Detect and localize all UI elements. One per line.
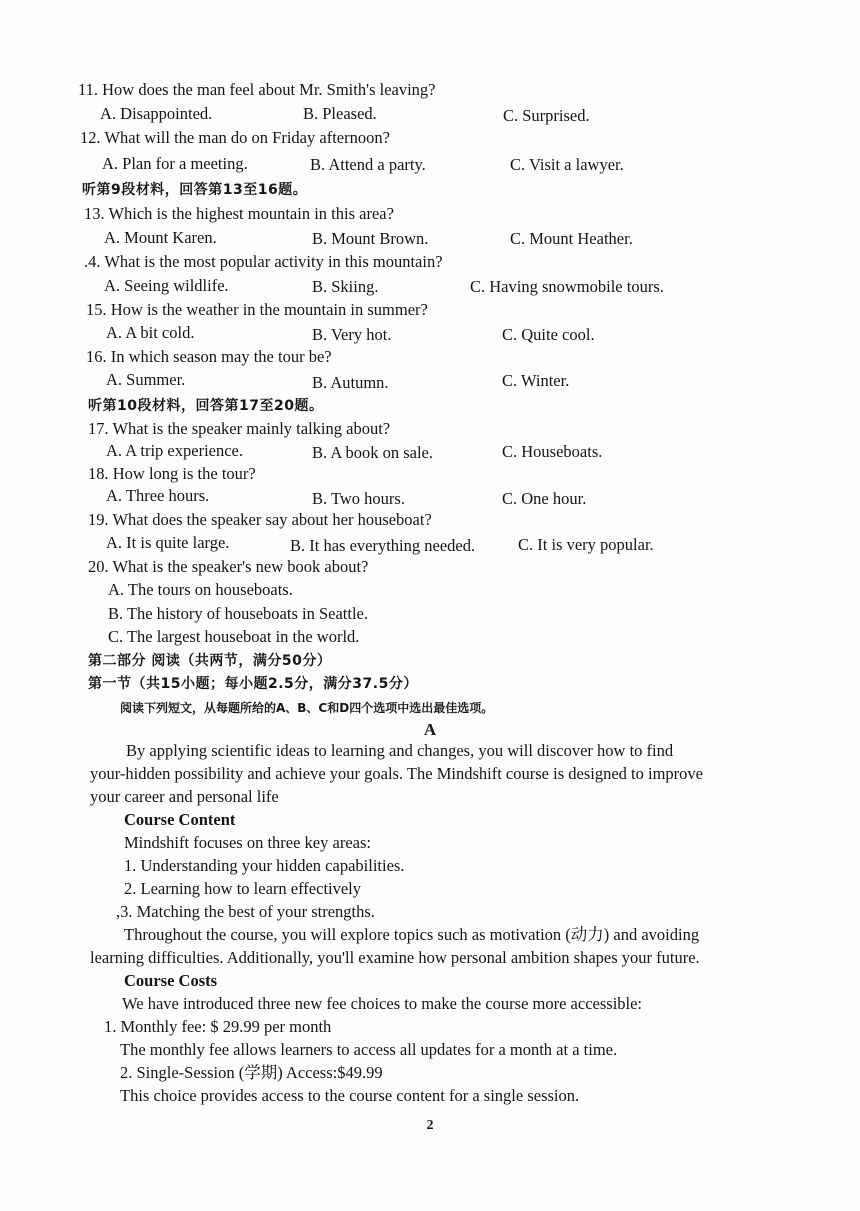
- option-c: C. Winter.: [502, 371, 570, 390]
- key-area-3: ,3. Matching the best of your strengths.: [116, 902, 375, 921]
- throughout-line-2: learning difficulties. Additionally, you'll examine how personal ambition shapes your future.: [90, 948, 700, 967]
- option-b: B. The history of houseboats in Seattle.: [108, 604, 368, 623]
- course-content-lead: Mindshift focuses on three key areas:: [124, 833, 371, 852]
- option-b: B. Autumn.: [312, 373, 389, 392]
- question-14: .4. What is the most popular activity in this mountain?: [84, 252, 443, 271]
- option-a: A. Summer.: [106, 370, 186, 389]
- option-c: C. Having snowmobile tours.: [470, 277, 664, 296]
- option-b: B. It has everything needed.: [290, 536, 476, 555]
- question-15: 15. How is the weather in the mountain in summer?: [86, 300, 428, 319]
- course-costs-heading: Course Costs: [124, 971, 218, 990]
- option-a: A. Seeing wildlife.: [104, 276, 229, 295]
- option-b: B. Mount Brown.: [312, 229, 429, 248]
- option-b: B. Attend a party.: [310, 155, 426, 174]
- option-b: B. Pleased.: [303, 104, 377, 123]
- question-18: 18. How long is the tour?: [88, 464, 256, 483]
- fee-option-1: 1. Monthly fee: $ 29.99 per month: [104, 1017, 332, 1036]
- question-11: 11. How does the man feel about Mr. Smith's leaving?: [78, 80, 436, 99]
- passage-letter: A: [423, 720, 437, 739]
- section-9-instruction: 听第9段材料，回答第13至16题。: [82, 182, 308, 198]
- question-20: 20. What is the speaker's new book about?: [88, 557, 369, 576]
- option-c: C. Mount Heather.: [510, 229, 633, 248]
- costs-lead: We have introduced three new fee choices to make the course more accessible:: [122, 994, 643, 1013]
- option-b: B. Skiing.: [312, 277, 379, 296]
- option-a: A. A trip experience.: [106, 441, 243, 460]
- question-12: 12. What will the man do on Friday afternoon?: [80, 128, 390, 147]
- question-19: 19. What does the speaker say about her houseboat?: [88, 510, 432, 529]
- passage-intro-line-2: your-hidden possibility and achieve your goals. The Mindshift course is designed to improve: [90, 764, 703, 783]
- option-b: B. A book on sale.: [312, 443, 434, 462]
- fee-option-2: 2. Single-Session (学期) Access:$49.99: [120, 1063, 383, 1082]
- reading-part-heading: 第二部分 阅读（共两节，满分50分）: [88, 653, 332, 669]
- key-area-2: 2. Learning how to learn effectively: [124, 879, 362, 898]
- option-a: A. Plan for a meeting.: [102, 154, 248, 173]
- option-a: A. Disappointed.: [100, 104, 213, 123]
- passage-intro-line-1: By applying scientific ideas to learning and changes, you will discover how to find: [126, 741, 674, 760]
- question-16: 16. In which season may the tour be?: [86, 347, 332, 366]
- question-17: 17. What is the speaker mainly talking about?: [88, 419, 391, 438]
- option-c: C. Houseboats.: [502, 442, 603, 461]
- section-10-instruction: 听第10段材料，回答第17至20题。: [88, 398, 324, 414]
- reading-instruction: 阅读下列短文，从每题所给的A、B、C和D四个选项中选出最佳选项。: [120, 701, 494, 715]
- option-c: C. One hour.: [502, 489, 587, 508]
- reading-section-heading: 第一节（共15小题；每小题2.5分，满分37.5分）: [88, 676, 418, 692]
- option-a: A. It is quite large.: [106, 533, 230, 552]
- course-content-heading: Course Content: [124, 810, 236, 829]
- passage-intro-line-3: your career and personal life: [90, 787, 279, 806]
- fee-option-1-description: The monthly fee allows learners to access all updates for a month at a time.: [120, 1040, 618, 1059]
- option-c: C. Visit a lawyer.: [510, 155, 624, 174]
- option-a: A. The tours on houseboats.: [108, 580, 293, 599]
- option-c: C. Surprised.: [503, 106, 590, 125]
- option-c: C. Quite cool.: [502, 325, 595, 344]
- option-c: C. It is very popular.: [518, 535, 654, 554]
- page-number: 2: [426, 1118, 434, 1133]
- question-13: 13. Which is the highest mountain in this area?: [84, 204, 394, 223]
- throughout-line-1: Throughout the course, you will explore topics such as motivation (动力) and avoiding: [124, 925, 700, 944]
- option-c: C. The largest houseboat in the world.: [108, 627, 360, 646]
- option-b: B. Very hot.: [312, 325, 392, 344]
- option-a: A. A bit cold.: [106, 323, 195, 342]
- fee-option-2-description: This choice provides access to the course content for a single session.: [120, 1086, 580, 1105]
- option-a: A. Three hours.: [106, 486, 210, 505]
- key-area-1: 1. Understanding your hidden capabilities.: [124, 856, 405, 875]
- option-a: A. Mount Karen.: [104, 228, 217, 247]
- option-b: B. Two hours.: [312, 489, 405, 508]
